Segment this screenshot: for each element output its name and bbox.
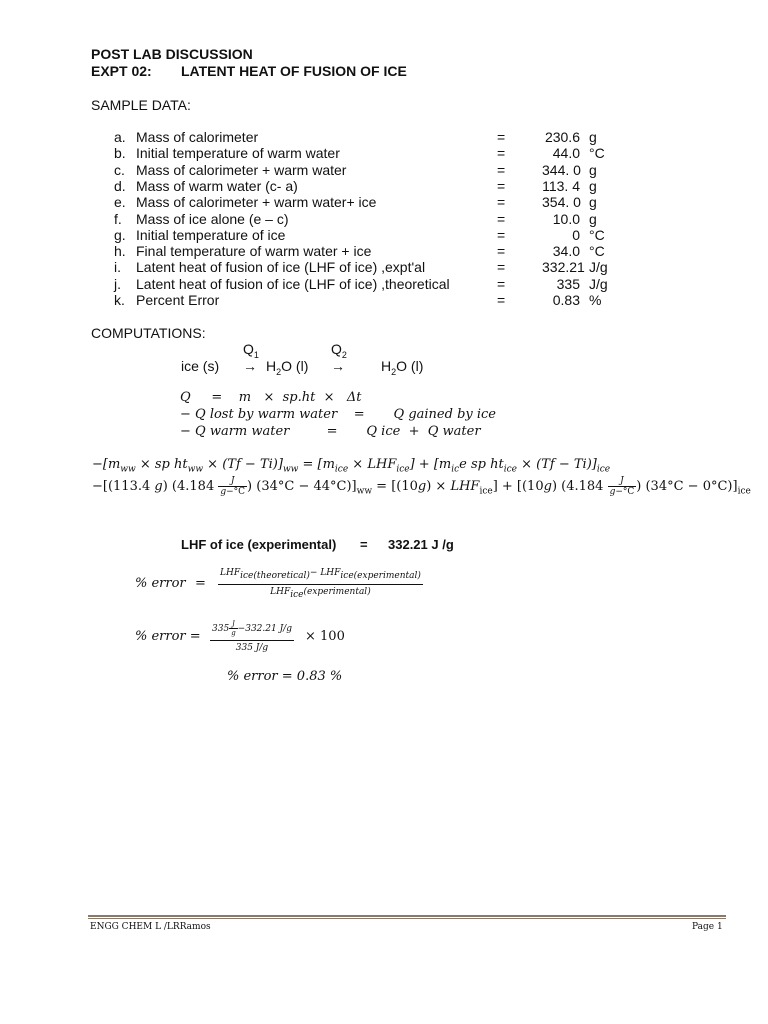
reaction-ice: ice (s) [181,358,220,374]
lhf-label: LHF of ice (experimental) [181,537,337,552]
sample-item-label: Latent heat of fusion of ice (LHF of ice) ,theoretical [136,276,450,292]
frac2-unit-den: g [231,629,236,637]
sample-item-value: 0 [572,227,580,243]
sample-item-letter: k. [114,292,125,308]
frac2-num-rest: −332.21 J/g [237,624,292,634]
sample-item-value: 113. 4 [542,178,580,194]
equation-symbolic: $-[m_{ww}$ × sp $ht_{ww} \times (Tf - Ti)]_{ww} = [m_{ice} \times LHF_{ice}] + [m_{ic}e$ sp $ht_{ice} \times (Tf - Ti)]_{ice}$ [92,457,611,475]
sample-item-unit: g [589,162,597,178]
sample-item-label: Latent heat of fusion of ice (LHF of ice) ,expt'al [136,259,426,275]
doc-title: POST LAB DISCUSSION [91,46,253,62]
sample-item-value: 332.21 [542,259,585,275]
sample-data-heading: SAMPLE DATA: [91,97,191,113]
sample-item-letter: a. [114,129,126,145]
arrow-1: → [243,358,257,374]
sample-item-letter: c. [114,162,125,178]
computations-heading: COMPUTATIONS: [91,325,206,341]
error-formula-fraction [218,568,423,600]
error-equals-1: = [195,576,206,591]
equation-numeric: −[(113.4 g) (4.184 $\frac{J}{g-^\circ C}$ ) $(34^\circ C - 44^\circ C)]_{ww} = [(10g) \times LHF_{ice}] + [(10g)$ (4.184 $\frac{J}{g-^\circ C}$ ) $(34^\circ C - 0^\circ C)]_{ice}$ [92,476,751,497]
expt-title: LATENT HEAT OF FUSION OF ICE [181,63,407,79]
sample-item-unit: g [589,129,597,145]
sample-item-letter: g. [114,227,126,243]
equation-lost-gained: − Q lost by warm water = Q gained by ice [180,407,497,422]
sample-item-unit: °C [589,227,605,243]
sample-item-unit: J/g [589,259,608,275]
sample-item-value: 44.0 [552,145,580,161]
sample-item-value: 230.6 [544,129,580,145]
sample-item-letter: h. [114,243,126,259]
reaction-water-1 [266,358,308,380]
sample-item-unit: °C [589,243,605,259]
unit-frac-2: $\frac{J}{g-^\circ C}$ [609,476,635,497]
sample-item-value: 10.0 [552,211,580,227]
sample-item-label: Mass of ice alone (e – c) [136,211,289,227]
q2-sub: 2 [341,349,347,360]
q1-text: Q [243,341,254,357]
sample-item-unit: % [589,292,602,308]
sample-item-value: 0.83 [552,292,580,308]
sample-item-value: 335 [556,276,580,292]
sample-item-equals: = [497,259,506,275]
sample-item-equals: = [497,178,506,194]
sample-item-unit: g [589,178,597,194]
q1-sub: 1 [253,349,259,360]
sample-item-unit: g [589,194,597,210]
sample-item-equals: = [497,194,506,210]
sample-item-label: Final temperature of warm water + ice [136,243,372,259]
frac2-den: 335 J/g [235,643,269,653]
footer-page-number: Page 1 [692,922,723,932]
sample-item-label: Mass of calorimeter + warm water+ ice [136,194,377,210]
sample-item-value: 354. 0 [542,194,581,210]
sample-item-label: Mass of calorimeter + warm water [136,162,347,178]
sample-item-equals: = [497,292,506,308]
sample-item-equals: = [497,162,506,178]
frac2-num: 335 [212,624,230,634]
sample-item-unit: °C [589,145,605,161]
error-numeric-fraction [210,620,294,653]
error-label-2-text: % error [135,629,186,644]
q2-text: Q [331,341,342,357]
error-label-1: % error [135,576,186,591]
sample-item-letter: f. [114,211,122,227]
sample-item-label: Mass of calorimeter [136,129,259,145]
sample-item-letter: e. [114,194,126,210]
unit-frac-1: $\frac{J}{g-^\circ C}$ [220,476,246,497]
o-text-1: O (l) [281,358,309,374]
lhf-value: 332.21 J /g [388,537,454,552]
error-fraction: $\frac{LHF_{ice(theoretical)}- LHF_{ice(experimental)}}{LHF_{ice}(experimental)}$ [220,568,421,600]
o-text-2: O (l) [396,358,424,374]
lhf-equals: = [360,537,368,552]
sample-item-value: 34.0 [552,243,580,259]
reaction-water-2 [381,358,423,380]
footer-rule-thin [88,918,726,919]
equation-q: Q = m × sp.ht × Δt [180,390,362,405]
h2-sub-2: 2 [391,366,397,377]
sample-item-letter: j. [114,276,121,292]
sample-item-label: Percent Error [136,292,220,308]
sample-item-value: 344. 0 [542,162,581,178]
error-label-2: % error = [135,629,201,644]
arrow-2: → [331,358,345,374]
h-text-2: H [381,358,392,374]
expt-label: EXPT 02: [91,63,152,79]
sample-item-unit: J/g [589,276,608,292]
sample-item-label: Initial temperature of warm water [136,145,340,161]
sample-item-letter: b. [114,145,126,161]
sample-item-equals: = [497,211,506,227]
error-result: % error = 0.83 % [227,669,343,684]
h2-sub-1: 2 [276,366,282,377]
sample-item-label: Mass of warm water (c- a) [136,178,298,194]
sample-item-equals: = [497,227,506,243]
frac2-unit [229,620,237,637]
error-fraction-2 [210,620,294,653]
sample-item-equals: = [497,276,506,292]
frac2-unit-num: J [229,620,237,629]
sample-item-letter: i. [114,259,121,275]
sample-item-equals: = [497,243,506,259]
sample-item-letter: d. [114,178,126,194]
footer-rule-thick [88,915,726,917]
sample-item-label: Initial temperature of ice [136,227,286,243]
footer-left: ENGG CHEM L /LRRamos [90,922,211,932]
h-text-1: H [266,358,277,374]
times-100: × 100 [305,629,345,644]
sample-item-equals: = [497,145,506,161]
sample-item-equals: = [497,129,506,145]
sample-item-unit: g [589,211,597,227]
equation-warm-ice-water: − Q warm water = Q ice + Q water [180,424,481,439]
